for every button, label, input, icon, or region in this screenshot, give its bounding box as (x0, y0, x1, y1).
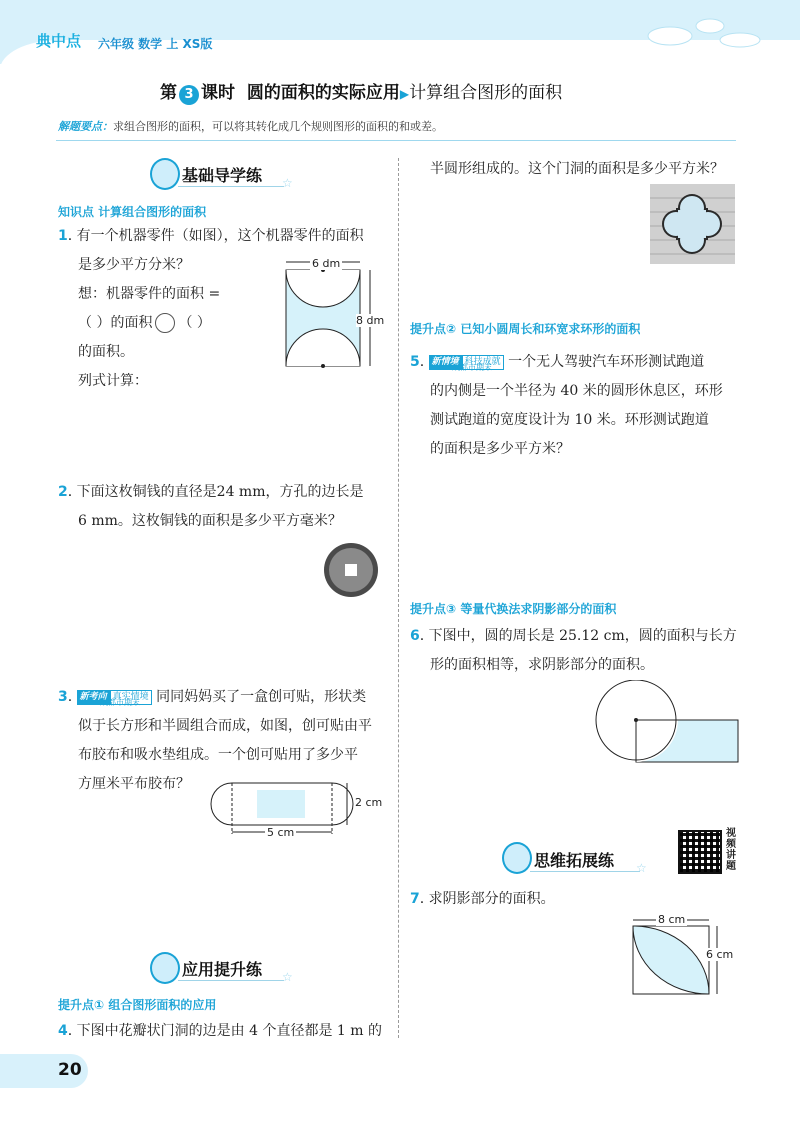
q5-text-2: 的内侧是一个半径为 40 米的圆形休息区，环形 (430, 383, 723, 399)
q2-text-2: 6 mm。这枚铜钱的面积是多少平方毫米？ (78, 513, 342, 529)
question-number: 3 (58, 689, 68, 705)
knowledge-point-3: 提升点② 已知小圆周长和环宽求环形的面积 (410, 322, 641, 336)
mascot-icon (502, 842, 532, 874)
q5-text: 一个无人驾驶汽车环形测试跑道 (508, 354, 705, 370)
knowledge-point-2: 提升点① 组合图形面积的应用 (58, 998, 217, 1012)
q6-figure (594, 680, 742, 766)
q7-text: 求阴影部分的面积。 (428, 891, 555, 907)
q3-text-3: 布胶布和吸水垫组成。一个创可贴用了多少平 (78, 747, 358, 763)
grade-label: 六年级 数学 上 XS版 (98, 37, 213, 51)
tag-source: 成都市期末 (100, 698, 140, 707)
q3-width-label: 5 cm (267, 826, 295, 839)
q1-blank-1[interactable]: （ ）的面积 (78, 315, 153, 331)
q6-text-2: 形的面积相等，求阴影部分的面积。 (430, 657, 654, 673)
q4-text: 下图中花瓣状门洞的边是由 4 个直径都是 1 m 的 (76, 1023, 382, 1039)
star-icon: ☆ (282, 970, 293, 984)
section-underline (530, 871, 640, 872)
question-number: 7 (410, 891, 420, 907)
mascot-icon (150, 158, 180, 190)
question-1: 1. 有一个机器零件（如图），这个机器零件的面积 是多少平方分米？ 想：机器零件的面积 = （ ）的面积 （ ） 的面积。 列式计算： (58, 222, 398, 396)
lesson-number-badge: 3 (179, 85, 199, 105)
question-4: 4. 下图中花瓣状门洞的边是由 4 个直径都是 1 m 的 (58, 1023, 382, 1039)
tag-source: 成都市期末 (452, 363, 492, 372)
tag-scenario: 真实情境 (110, 690, 152, 705)
q5-text-3: 测试跑道的宽度设计为 10 米。环形测试跑道 (430, 412, 709, 428)
question-number: 2 (58, 484, 68, 500)
question-number: 6 (410, 628, 420, 644)
q2-text: 下面这枚铜钱的直径是24 mm，方孔的边长是 (76, 484, 364, 500)
page-number: 20 (58, 1060, 82, 1080)
tag-tech: 科技成就 (462, 355, 504, 370)
triangle-icon: ▶ (399, 87, 410, 101)
question-2: 2. 下面这枚铜钱的直径是24 mm，方孔的边长是 6 mm。这枚铜钱的面积是多少平方毫米？ (58, 478, 398, 536)
lesson-prefix: 第 (160, 83, 177, 103)
cloud-icon (640, 10, 770, 50)
question-number: 5 (410, 354, 420, 370)
lesson-suffix: 课时 (201, 83, 235, 103)
tag-new: 新情境 (429, 355, 462, 370)
tag-new: 新考向 (77, 690, 110, 705)
q3-text: 同同妈妈买了一盒创可贴，形状类 (156, 689, 367, 705)
qr-label: 视频讲题 (726, 828, 736, 872)
knowledge-point-1: 知识点 计算组合图形的面积 (58, 205, 207, 219)
coin-image (322, 541, 380, 599)
qr-code[interactable] (678, 830, 722, 874)
column-divider (398, 158, 399, 1038)
q6-text: 下图中，圆的周长是 25.12 cm，圆的面积与长方 (428, 628, 737, 644)
lesson-subtitle: 计算组合图形的面积 (409, 83, 563, 103)
brand-logo: 典中点 (36, 32, 82, 50)
section-title-basic: 基础导学练 (182, 166, 263, 185)
section-title-apply: 应用提升练 (182, 960, 263, 979)
tip-line (58, 118, 443, 134)
section-title-extend: 思维拓展练 (534, 851, 615, 870)
q1-text-5: 的面积。 (78, 344, 134, 360)
question-3: 3. 新考向 真实情境 同同妈妈买了一盒创可贴，形状类 似于长方形和半圆组合而成，如图，创可贴由平 布胶布和吸水垫组成。一个创可贴用了多少平 方厘米平布胶布？ (58, 683, 398, 799)
q1-text: 有一个机器零件（如图），这个机器零件的面积 (76, 228, 364, 244)
q1-blank-2[interactable]: （ ） (178, 315, 211, 331)
q1-height-label: 8 dm (356, 314, 385, 327)
section-underline (178, 186, 284, 187)
q7-height-label: 6 cm (706, 948, 734, 961)
q5-text-4: 的面积是多少平方米？ (430, 441, 570, 457)
mascot-icon (150, 952, 180, 984)
q3-text-4: 方厘米平布胶布？ (78, 776, 190, 792)
q7-width-label: 8 cm (658, 913, 686, 926)
lesson-title (160, 78, 562, 105)
tip-label: 解题要点： (58, 120, 113, 133)
question-7: 7. 求阴影部分的面积。 (410, 891, 555, 907)
question-number: 1 (58, 228, 68, 244)
question-number: 4 (58, 1023, 68, 1039)
q4-door-figure (650, 184, 735, 264)
knowledge-point-4: 提升点③ 等量代换法求阴影部分的面积 (410, 602, 617, 616)
q4-continued: 半圆形组成的。这个门洞的面积是多少平方米？ (430, 161, 724, 177)
lesson-main-title: 圆的面积的实际应用 (246, 83, 400, 103)
q3-text-2: 似于长方形和半圆组合而成，如图，创可贴由平 (78, 718, 372, 734)
star-icon: ☆ (636, 861, 647, 875)
star-icon: ☆ (282, 176, 293, 190)
q3-height-label: 2 cm (355, 796, 383, 809)
question-5: 5. 新情境 科技成就 一个无人驾驶汽车环形测试跑道 的内侧是一个半径为 40 米的圆形休息区，环形 测试跑道的宽度设计为 10 米。环形测试跑道 的面积是多少平方米？ (410, 348, 750, 464)
q1-think: 想：机器零件的面积 = (78, 286, 221, 302)
divider (56, 140, 736, 141)
q1-calc-label: 列式计算： (78, 373, 148, 389)
section-underline (178, 980, 284, 981)
question-6: 6. 下图中，圆的周长是 25.12 cm，圆的面积与长方 形的面积相等，求阴影部分的面积。 (410, 622, 750, 680)
tip-text: 求组合图形的面积，可以将其转化成几个规则图形的面积的和或差。 (113, 120, 443, 133)
page-number-tab (0, 1054, 88, 1088)
q1-operator-circle[interactable] (155, 313, 175, 333)
q1-width-label: 6 dm (312, 257, 341, 270)
q1-text-2: 是多少平方分米？ (78, 257, 190, 273)
